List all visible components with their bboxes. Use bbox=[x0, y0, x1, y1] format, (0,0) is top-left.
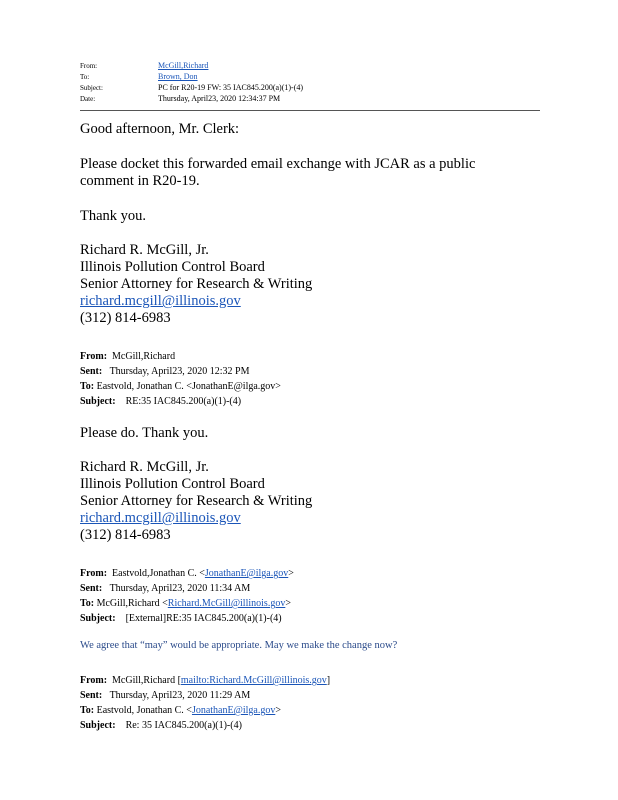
fwd2-subject-label: Subject: bbox=[80, 613, 116, 624]
fwd2-to-close: > bbox=[285, 598, 291, 609]
fwd2-header bbox=[80, 566, 294, 626]
header-subject-value: PC for R20-19 FW: 35 IAC845.200(a)(1)-(4) bbox=[158, 83, 304, 92]
fwd3-from-name: McGill,Richard [ bbox=[112, 675, 181, 686]
fwd2-from-label: From: bbox=[80, 568, 108, 579]
fwd3-subject-label: Subject: bbox=[80, 720, 116, 731]
header-to-value[interactable]: Brown, Don bbox=[158, 72, 198, 81]
fwd3-from-close: ] bbox=[326, 675, 331, 686]
fwd3-from-email-link[interactable]: mailto:Richard.McGill@illinois.gov bbox=[180, 675, 327, 686]
fwd3-to-name: Eastvold, Jonathan C. < bbox=[96, 705, 192, 716]
fwd1-to-value: Eastvold, Jonathan C. <JonathanE@ilga.gov> bbox=[96, 381, 281, 392]
fwd1-subject-label: Subject: bbox=[80, 396, 116, 407]
fwd1-sent-value: Thursday, April23, 2020 12:32 PM bbox=[109, 366, 250, 377]
reply-body: Please do. Thank you. bbox=[80, 425, 209, 441]
signature2-title: Senior Attorney for Research & Writing bbox=[80, 493, 313, 509]
fwd1-from-value: McGill,Richard bbox=[112, 351, 176, 362]
thanks-line: Thank you. bbox=[80, 208, 147, 224]
fwd2-sent-value: Thursday, April23, 2020 11:34 AM bbox=[109, 583, 251, 594]
fwd1-from-label: From: bbox=[80, 351, 108, 362]
header-date-label: Date: bbox=[80, 95, 96, 103]
header-date-value: Thursday, April23, 2020 12:34:37 PM bbox=[158, 94, 281, 103]
signature2-name: Richard R. McGill, Jr. bbox=[80, 459, 209, 475]
fwd3-subject-value: Re: 35 IAC845.200(a)(1)-(4) bbox=[125, 720, 242, 731]
header-divider bbox=[80, 110, 540, 111]
fwd3-from-label: From: bbox=[80, 675, 108, 686]
header-to-label: To: bbox=[80, 73, 90, 81]
signature-title: Senior Attorney for Research & Writing bbox=[80, 276, 313, 292]
signature-org: Illinois Pollution Control Board bbox=[80, 259, 265, 275]
fwd2-from-close: > bbox=[288, 568, 294, 579]
fwd2-from-name: Eastvold,Jonathan C. < bbox=[112, 568, 205, 579]
fwd2-to-name: McGill,Richard < bbox=[96, 598, 168, 609]
fwd3-to-email-link[interactable]: JonathanE@ilga.gov bbox=[191, 705, 276, 716]
message-body-line-1: Please docket this forwarded email exchange with JCAR as a public bbox=[80, 156, 476, 172]
fwd1-header bbox=[80, 349, 281, 409]
fwd2-from-email-link[interactable]: JonathanE@ilga.gov bbox=[204, 568, 289, 579]
fwd3-header bbox=[80, 673, 330, 733]
signature-name: Richard R. McGill, Jr. bbox=[80, 242, 209, 258]
message-body-line-2: comment in R20-19. bbox=[80, 173, 200, 189]
signature2-email-link[interactable]: richard.mcgill@illinois.gov bbox=[80, 510, 241, 526]
header-subject-label: Subject: bbox=[80, 84, 103, 92]
signature-phone: (312) 814-6983 bbox=[80, 310, 171, 326]
header-from-value[interactable]: McGill,Richard bbox=[158, 61, 209, 70]
fwd2-subject-value: [External]RE:35 IAC845.200(a)(1)-(4) bbox=[125, 613, 282, 624]
fwd1-subject-value: RE:35 IAC845.200(a)(1)-(4) bbox=[125, 396, 242, 407]
signature2-org: Illinois Pollution Control Board bbox=[80, 476, 265, 492]
fwd2-sent-label: Sent: bbox=[80, 583, 103, 594]
fwd3-to-close: > bbox=[275, 705, 281, 716]
fwd2-to-email-link[interactable]: Richard.McGill@illinois.gov bbox=[167, 598, 286, 609]
fwd3-to-label: To: bbox=[80, 705, 95, 716]
fwd1-to-label: To: bbox=[80, 381, 95, 392]
signature-email-link[interactable]: richard.mcgill@illinois.gov bbox=[80, 293, 241, 309]
quoted-message: We agree that “may” would be appropriate. May we make the change now? bbox=[80, 640, 398, 651]
fwd1-sent-label: Sent: bbox=[80, 366, 103, 377]
fwd3-sent-value: Thursday, April23, 2020 11:29 AM bbox=[109, 690, 251, 701]
fwd2-to-label: To: bbox=[80, 598, 95, 609]
fwd3-sent-label: Sent: bbox=[80, 690, 103, 701]
header-from-label: From: bbox=[80, 62, 98, 70]
signature2-phone: (312) 814-6983 bbox=[80, 527, 171, 543]
greeting: Good afternoon, Mr. Clerk: bbox=[80, 121, 240, 137]
